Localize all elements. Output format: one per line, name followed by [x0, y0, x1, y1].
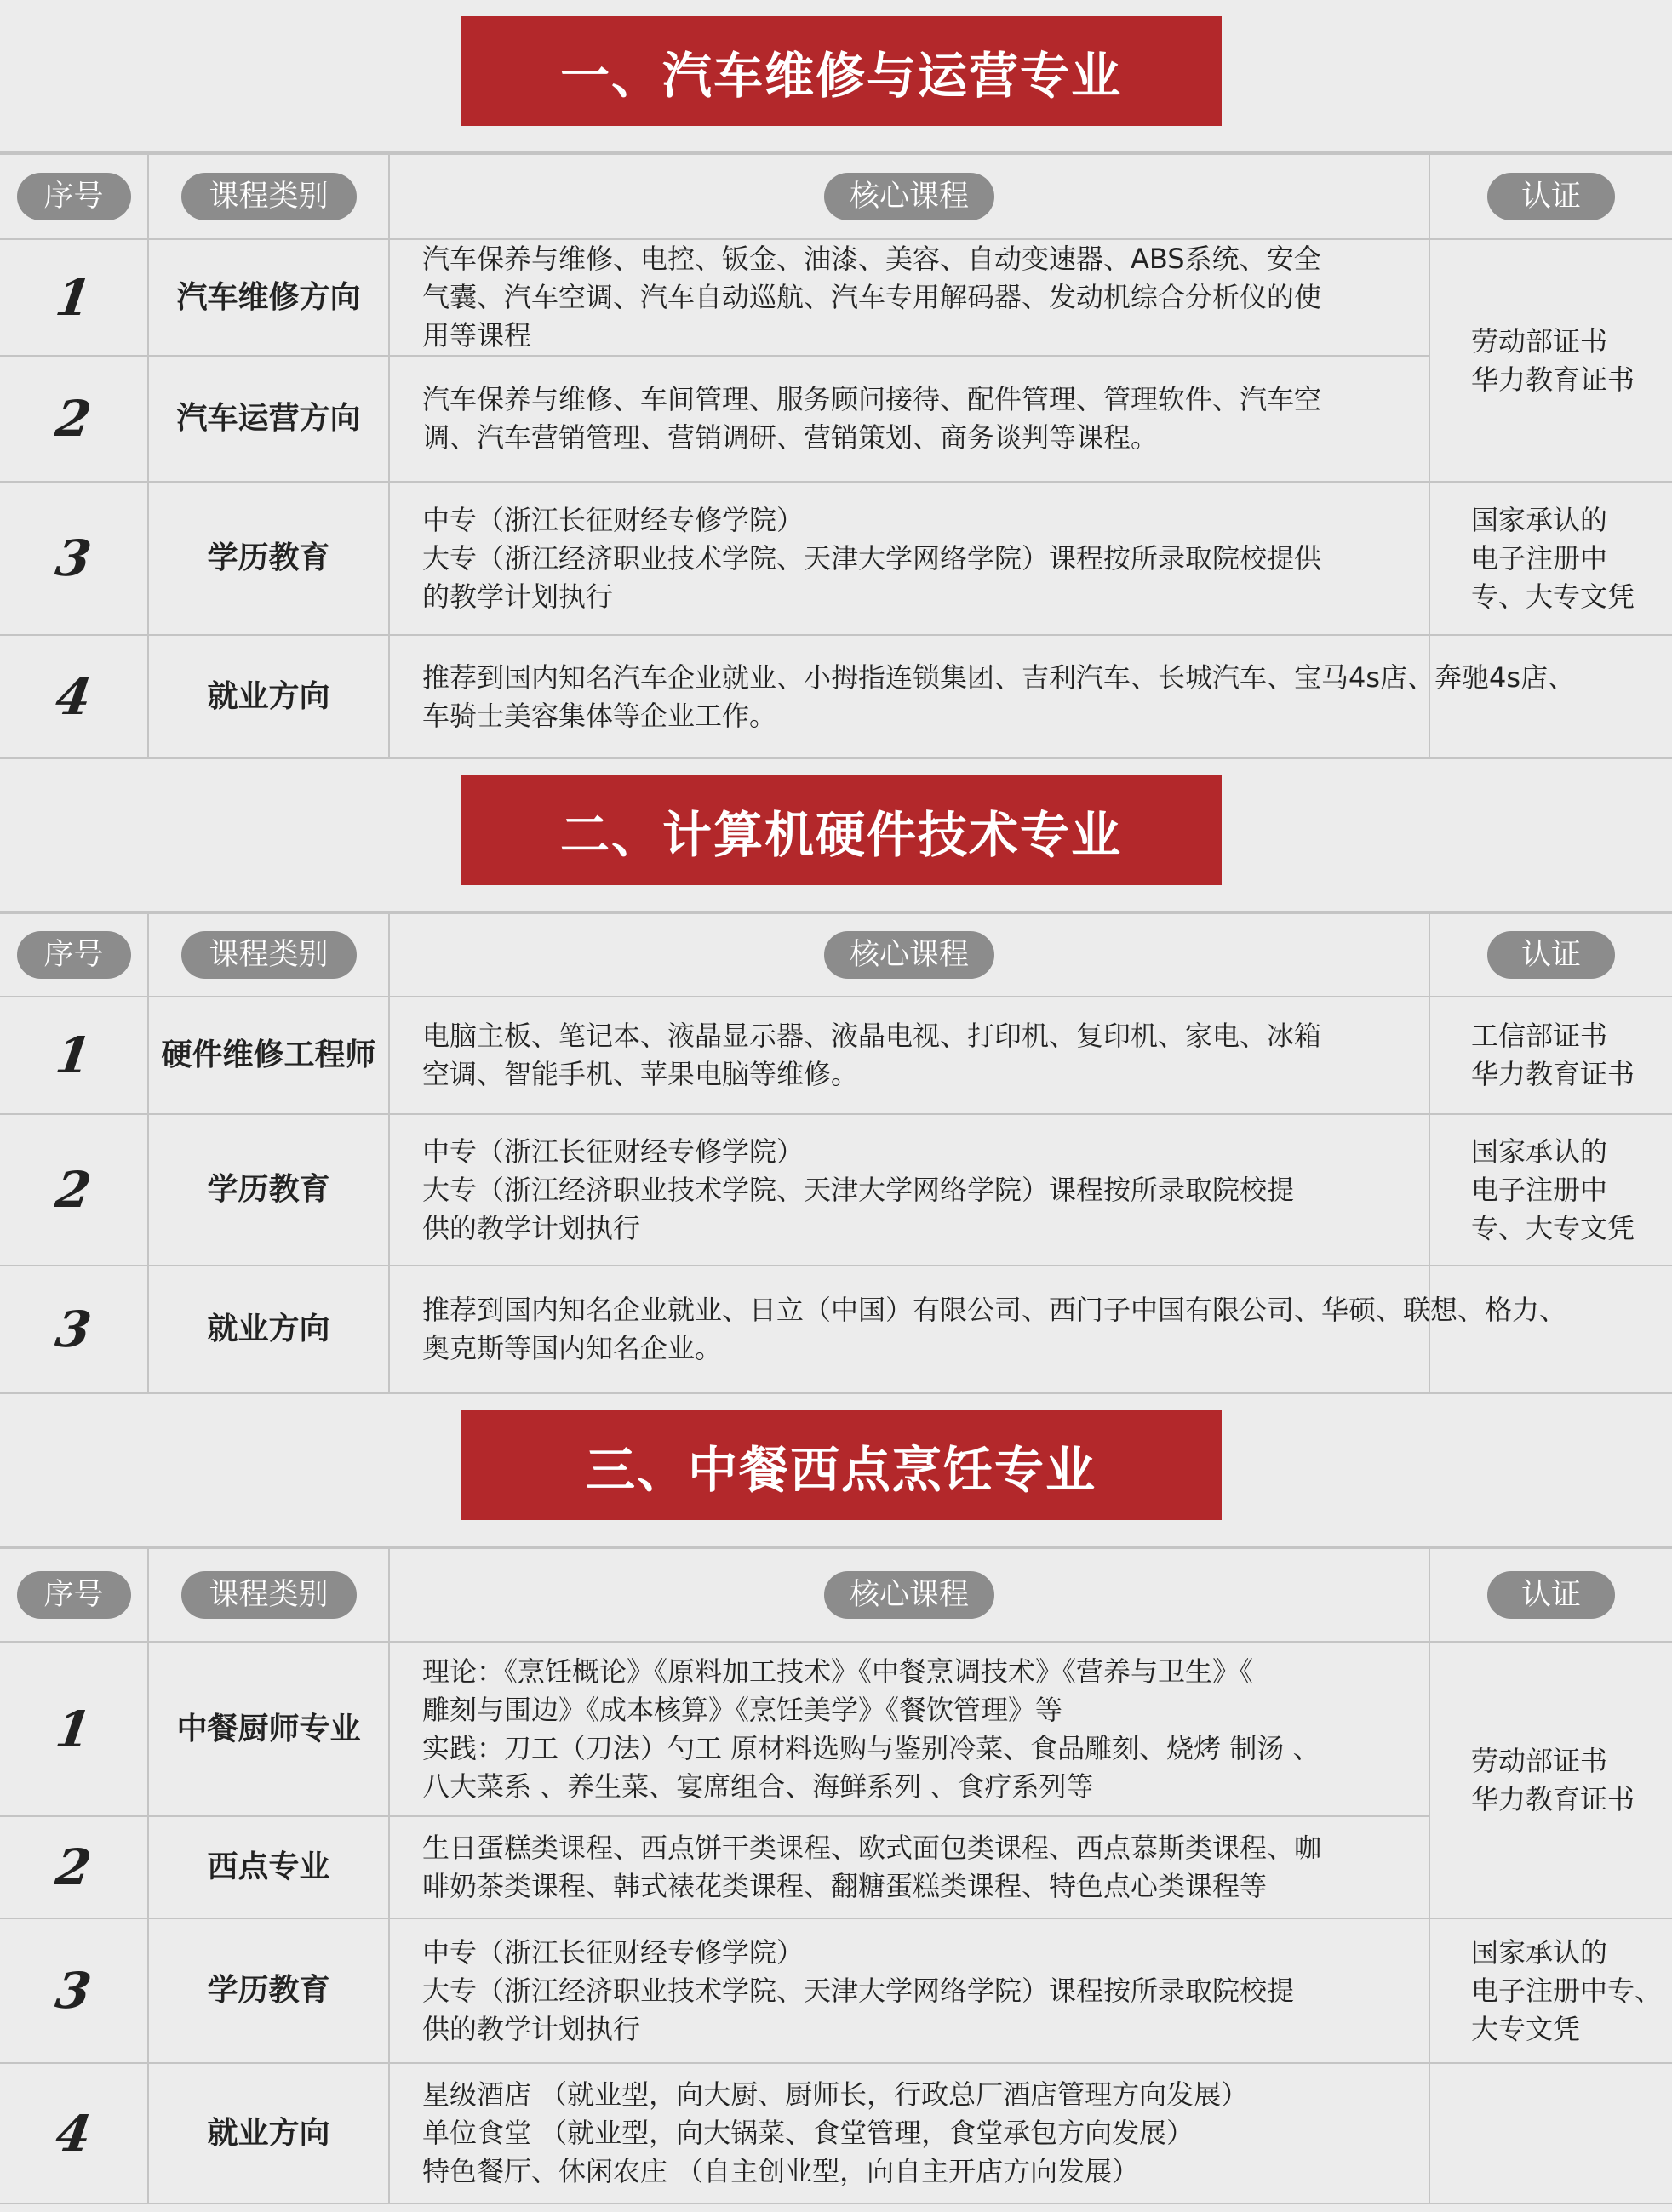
row-number — [0, 635, 148, 758]
certification-line: 电子注册中专、 — [1471, 1974, 1663, 2007]
header-cert-cell — [1429, 1548, 1672, 1642]
table-row — [0, 482, 1672, 635]
row-number-value: 2 — [52, 390, 95, 448]
row-number-value: 2 — [52, 1838, 95, 1896]
core-courses — [389, 356, 1429, 482]
section-title: 二、计算机硬件技术专业 — [461, 775, 1222, 885]
course-category-line: 工程师 — [283, 1037, 376, 1072]
core-courses-line: 中专（浙江长征财经专修学院） — [422, 1135, 805, 1168]
table-row — [0, 356, 1672, 482]
section-1 — [0, 0, 1672, 759]
header-num: 序号 — [17, 1571, 131, 1619]
course-table — [0, 912, 1672, 1394]
core-courses-line: 供的教学计划执行 — [422, 1211, 641, 1244]
header-category-cell — [148, 154, 389, 239]
table-row — [0, 1816, 1672, 1918]
row-number-value: 1 — [52, 1026, 95, 1084]
core-courses-line: 车骑士美容集体等企业工作。 — [422, 699, 777, 732]
row-number-value: 1 — [52, 1700, 95, 1758]
row-number-value: 2 — [52, 1161, 95, 1219]
certification-line: 国家承认的 — [1471, 1135, 1608, 1168]
header-core: 核心课程 — [824, 931, 994, 979]
course-category — [148, 1114, 389, 1266]
table-row — [0, 997, 1672, 1114]
table-row — [0, 239, 1672, 356]
header-core-cell — [389, 154, 1429, 239]
course-table — [0, 153, 1672, 759]
course-category-line: 西点专业 — [207, 1849, 330, 1884]
course-category-line: 汽车维修方向 — [176, 279, 361, 315]
core-courses-line: 调、汽车营销管理、营销调研、营销策划、商务谈判等课程。 — [422, 421, 1159, 454]
core-courses-line: 推荐到国内知名企业就业、日立（中国）有限公司、西门子中国有限公司、华硕、联想、格力、 — [422, 1294, 1567, 1326]
certification-line: 华力教育证书 — [1471, 1058, 1635, 1090]
course-category — [148, 635, 389, 758]
certification — [1429, 1266, 1672, 1393]
course-category-line: 学历教育 — [207, 1172, 330, 1207]
certification — [1429, 482, 1672, 635]
core-courses-line: 八大菜系 、养生菜、宴席组合、海鲜系列 、食疗系列等 — [422, 1769, 1094, 1803]
row-number — [0, 482, 148, 635]
core-courses-line: 啡奶茶类课程、韩式裱花类课程、翻糖蛋糕类课程、特色点心类课程等 — [422, 1870, 1268, 1902]
core-courses-line: 供的教学计划执行 — [422, 2012, 641, 2045]
table-header-row — [0, 154, 1672, 239]
table-row — [0, 1114, 1672, 1266]
header-core-cell — [389, 913, 1429, 997]
row-number — [0, 356, 148, 482]
course-category — [148, 1642, 389, 1816]
table-row — [0, 1642, 1672, 1816]
header-category-cell — [148, 913, 389, 997]
core-courses-line: 大专（浙江经济职业技术学院、天津大学网络学院）课程按所录取院校提 — [422, 1974, 1295, 2007]
core-courses-line: 单位食堂 （就业型，向大锅菜、食堂管理，食堂承包方向发展） — [422, 2117, 1194, 2149]
row-number — [0, 1114, 148, 1266]
header-category: 课程类别 — [181, 173, 357, 220]
core-courses — [389, 997, 1429, 1114]
header-category: 课程类别 — [181, 1571, 357, 1619]
certification-line: 大专文凭 — [1471, 2012, 1581, 2045]
certification-line: 国家承认的 — [1471, 1935, 1608, 1969]
certification-line: 华力教育证书 — [1471, 363, 1635, 396]
row-number — [0, 2063, 148, 2203]
table-row — [0, 2063, 1672, 2203]
core-courses-line: 实践：刀工（刀法）勺工 原材料选购与鉴别冷菜、食品雕刻、烧烤 制汤 、 — [422, 1731, 1320, 1764]
course-category — [148, 356, 389, 482]
course-category-line: 就业方向 — [207, 678, 330, 714]
core-courses-line: 用等课程 — [422, 319, 532, 352]
course-category — [148, 482, 389, 635]
certification-line: 华力教育证书 — [1471, 1782, 1635, 1815]
course-category — [148, 997, 389, 1114]
section-2 — [0, 759, 1672, 1394]
course-category — [148, 1918, 389, 2063]
certification-line: 专、大专文凭 — [1471, 1211, 1635, 1244]
course-category — [148, 239, 389, 356]
core-courses-line: 特色餐厅、休闲农庄 （自主创业型，向自主开店方向发展） — [422, 2155, 1140, 2187]
core-courses — [389, 1918, 1429, 2063]
row-number — [0, 239, 148, 356]
row-number-value: 4 — [52, 2104, 95, 2163]
core-courses-line: 推荐到国内知名汽车企业就业、小拇指连锁集团、吉利汽车、长城汽车、宝马4s店、奔驰4s店、 — [422, 660, 1576, 694]
header-cert: 认证 — [1487, 173, 1615, 220]
core-courses-line: 奥克斯等国内知名企业。 — [422, 1332, 723, 1364]
table-row — [0, 1918, 1672, 2063]
course-category-line: 汽车运营方向 — [176, 401, 361, 436]
certification — [1429, 635, 1672, 758]
section-title: 一、汽车维修与运营专业 — [461, 16, 1222, 126]
header-core: 核心课程 — [824, 173, 994, 220]
core-courses-line: 汽车保养与维修、车间管理、服务顾问接待、配件管理、管理软件、汽车空 — [422, 383, 1322, 415]
core-courses — [389, 482, 1429, 635]
certification-line: 国家承认的 — [1471, 503, 1608, 536]
section-banner-area — [0, 759, 1672, 912]
core-courses-line: 中专（浙江长征财经专修学院） — [422, 503, 805, 536]
certification — [1429, 1642, 1672, 1918]
section-3 — [0, 1394, 1672, 2204]
certification — [1429, 2063, 1672, 2203]
header-num-cell — [0, 1548, 148, 1642]
core-courses-line: 生日蛋糕类课程、西点饼干类课程、欧式面包类课程、西点慕斯类课程、咖 — [422, 1832, 1322, 1864]
core-courses-line: 汽车保养与维修、电控、钣金、油漆、美容、自动变速器、ABS系统、安全 — [422, 243, 1321, 275]
core-courses — [389, 635, 1576, 758]
row-number-value: 3 — [52, 1962, 95, 2020]
core-courses-line: 星级酒店 （就业型，向大厨、厨师长，行政总厂酒店管理方向发展） — [422, 2078, 1249, 2111]
certification — [1429, 1918, 1672, 2063]
header-cert: 认证 — [1487, 931, 1615, 979]
certification-line: 专、大专文凭 — [1471, 580, 1635, 613]
header-num: 序号 — [17, 173, 131, 220]
core-courses-line: 理论：《烹饪概论》《原料加工技术》《中餐烹调技术》《营养与卫生》《 — [422, 1655, 1254, 1688]
course-category — [148, 1816, 389, 1918]
section-banner-area — [0, 1394, 1672, 1547]
header-category-cell — [148, 1548, 389, 1642]
course-table — [0, 1547, 1672, 2204]
core-courses-line: 大专（浙江经济职业技术学院、天津大学网络学院）课程按所录取院校提供 — [422, 541, 1322, 574]
core-courses — [389, 1816, 1429, 1918]
certification-line: 电子注册中 — [1471, 1173, 1608, 1206]
certification-line: 劳动部证书 — [1471, 1744, 1608, 1777]
header-num: 序号 — [17, 931, 131, 979]
certification — [1429, 997, 1672, 1114]
core-courses — [389, 1266, 1567, 1393]
core-courses — [389, 2063, 1429, 2203]
core-courses-line: 的教学计划执行 — [422, 580, 614, 613]
section-banner-area — [0, 0, 1672, 153]
course-category-line: 硬件维修 — [161, 1037, 284, 1072]
course-category-line: 学历教育 — [207, 540, 330, 575]
certification-line: 工信部证书 — [1471, 1020, 1608, 1052]
table-header-row — [0, 913, 1672, 997]
header-category: 课程类别 — [181, 931, 357, 979]
header-num-cell — [0, 154, 148, 239]
certification-line: 电子注册中 — [1471, 541, 1608, 574]
table-row — [0, 1266, 1672, 1393]
header-cert-cell — [1429, 154, 1672, 239]
row-number — [0, 1642, 148, 1816]
row-number — [0, 1918, 148, 2063]
core-courses-line: 电脑主板、笔记本、液晶显示器、液晶电视、打印机、复印机、家电、冰箱 — [422, 1020, 1322, 1052]
section-title: 三、中餐西点烹饪专业 — [461, 1410, 1222, 1520]
core-courses — [389, 239, 1429, 356]
header-cert-cell — [1429, 913, 1672, 997]
certification — [1429, 239, 1672, 482]
core-courses-line: 气囊、汽车空调、汽车自动巡航、汽车专用解码器、发动机综合分析仪的使 — [422, 281, 1322, 313]
header-num-cell — [0, 913, 148, 997]
core-courses — [389, 1114, 1429, 1266]
course-category — [148, 1266, 389, 1393]
row-number-value: 3 — [52, 529, 95, 587]
core-courses-line: 大专（浙江经济职业技术学院、天津大学网络学院）课程按所录取院校提 — [422, 1173, 1295, 1206]
certification — [1429, 1114, 1672, 1266]
course-category-line: 就业方向 — [207, 2115, 330, 2151]
header-core: 核心课程 — [824, 1571, 994, 1619]
row-number-value: 4 — [52, 667, 95, 726]
core-courses-line: 雕刻与围边》《成本核算》《烹饪美学》《餐饮管理》等 — [422, 1693, 1063, 1726]
table-row — [0, 635, 1672, 758]
row-number-value: 3 — [52, 1300, 95, 1358]
course-category-line: 中餐厨师专业 — [176, 1711, 361, 1746]
header-core-cell — [389, 1548, 1429, 1642]
row-number-value: 1 — [52, 268, 95, 327]
course-category-line: 就业方向 — [207, 1312, 330, 1346]
table-header-row — [0, 1548, 1672, 1642]
header-cert: 认证 — [1487, 1571, 1615, 1619]
course-category — [148, 2063, 389, 2203]
course-category-line: 学历教育 — [207, 1973, 330, 2008]
row-number — [0, 997, 148, 1114]
core-courses-line: 中专（浙江长征财经专修学院） — [422, 1935, 805, 1969]
row-number — [0, 1816, 148, 1918]
row-number — [0, 1266, 148, 1393]
core-courses-line: 空调、智能手机、苹果电脑等维修。 — [422, 1058, 859, 1090]
core-courses — [389, 1642, 1429, 1816]
certification-line: 劳动部证书 — [1471, 324, 1608, 357]
